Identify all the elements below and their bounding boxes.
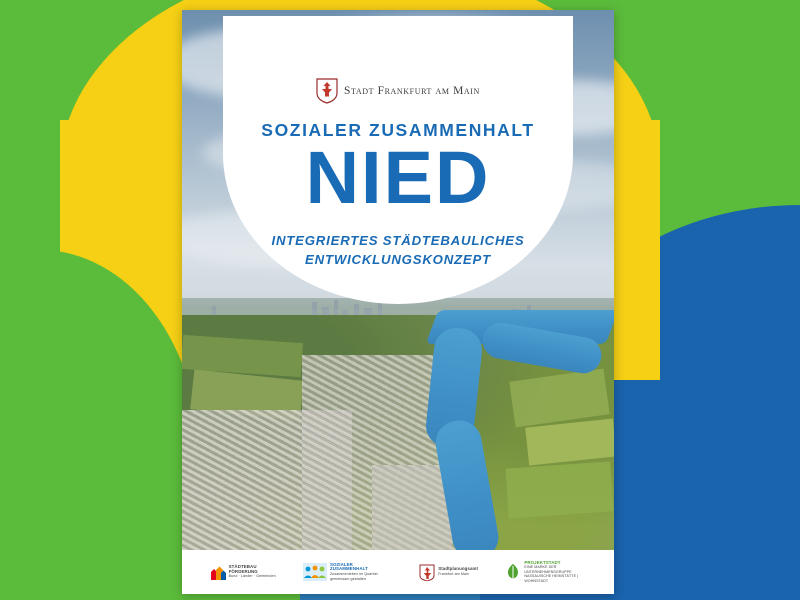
city-label: Stadt Frankfurt am Main: [344, 85, 480, 97]
city-branding: [223, 78, 573, 104]
cover-subtitle-line-1: INTEGRIERTES STÄDTEBAULICHES: [271, 233, 525, 248]
housing-roofs-icon: [210, 563, 226, 581]
cover-subtitle: [223, 231, 573, 269]
logo-staedtebaufoerderung-text: [229, 565, 276, 579]
people-community-icon: [303, 563, 327, 581]
document-cover: [182, 10, 614, 594]
logo-sozialer-zusammenhalt-text: [330, 563, 392, 581]
cover-subtitle-line-2: ENTWICKLUNGSKONZEPT: [305, 252, 491, 267]
logo-line-1: PROJEKTSTADT: [524, 559, 561, 565]
logo-stadtplanungsamt: [419, 563, 478, 581]
logo-sozialer-zusammenhalt: [303, 563, 392, 581]
logo-line-1: Stadtplanungsamt: [438, 566, 479, 572]
cover-masthead: [223, 16, 573, 304]
green-leaf-roof-icon: [505, 563, 521, 581]
page-title: NIED: [305, 136, 491, 219]
logo-line-2: Frankfurt am Main: [438, 572, 470, 576]
frankfurt-eagle-icon: [419, 563, 435, 581]
logo-line-1: STÄDTEBAU: [228, 564, 257, 570]
logo-line-3: Bund · Länder · Gemeinden: [228, 574, 276, 579]
logo-projektstadt: [505, 561, 586, 584]
logo-line-3: NASSAUISCHE HEIMSTÄTTE | WOHNSTADT: [524, 574, 579, 583]
cover-kicker: SOZIALER ZUSAMMENHALT: [261, 120, 535, 140]
logo-projektstadt-text: [524, 561, 586, 584]
footer-logo-strip: [182, 550, 614, 594]
logo-staedtebaufoerderung: [210, 563, 276, 581]
logo-line-2: ZUSAMMENHALT: [329, 566, 368, 572]
logo-line-2: EINE MARKE DER UNTERNEHMENSGRUPPE: [524, 565, 572, 574]
logo-line-2: FÖRDERUNG: [228, 568, 258, 574]
logo-line-1: SOZIALER: [329, 561, 353, 567]
logo-stadtplanungsamt-text: [438, 567, 478, 576]
logo-line-3: Zusammenleben im Quartier gemeinsam gestalten: [329, 572, 378, 581]
frankfurt-coat-of-arms-icon: [316, 78, 338, 104]
